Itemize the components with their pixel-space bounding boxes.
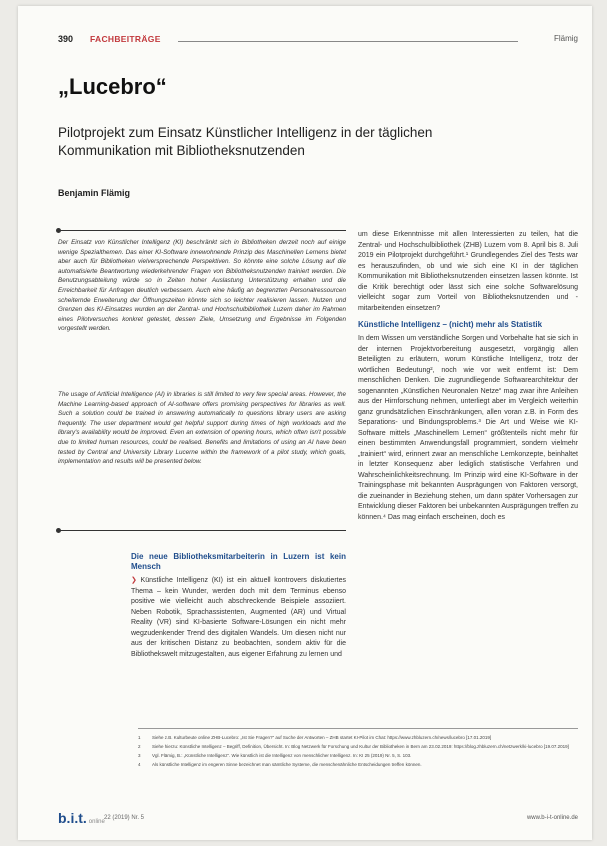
section-label: FACHBEITRÄGE [90, 34, 161, 44]
journal-page [18, 6, 592, 840]
rule-dot [56, 228, 61, 233]
page-number: 390 [58, 34, 74, 44]
footnote-text: Vgl. Flämig, B.: „Künstliche Intelligenz“. Wie künstlich ist die Intelligenz von menschlicher Intelligenz. In: KI 25 (2019) Nr. 5, S. 103. [152, 753, 412, 758]
issue-info: 22 (2019) Nr. 5 [104, 815, 145, 821]
rule-dot [56, 528, 61, 533]
footnote-number: 2 [138, 744, 141, 749]
left-subheading: Die neue Bibliotheksmitarbeiterin in Luzern ist kein Mensch [131, 552, 346, 571]
article-author: Benjamin Flämig [58, 188, 131, 198]
right-intro-paragraph: um diese Erkenntnisse mit allen Interessierten zu teilen, hat die Zentral- und Hochschulbibliothek (ZHB) Luzern vom 8. April bis 8. Juli 2019 ein Pilotprojekt durchgeführt.¹ Grundlegendes Ziel des Tests war es herauszufinden, ob und wie sich eine KI in der täglichen Kommunikation mit Bibliotheksnutzenden einsetzen lassen könnte. Ist die Kritik berechtigt oder lässt sich eine solche Softwarelösung vielleicht sogar zum Vorteil von Bibliotheksnutzenden und -mitarbeitenden einsetzen? [358, 231, 578, 312]
paragraph-marker-icon: ❯ [131, 577, 141, 584]
footnote-number: 3 [138, 753, 141, 758]
abstract-rule-top [58, 230, 346, 231]
footnote [138, 734, 578, 741]
header-author: Flämig [553, 34, 578, 43]
logo-suffix: online [88, 819, 105, 825]
footnote [138, 761, 578, 768]
abstract-german: Der Einsatz von Künstlicher Intelligenz (KI) beschränkt sich in Bibliotheken derzeit noch auf einige wenige Spezialthemen. Das einer KI-Software innewohnende Prinzip des Maschinellen Lernens bietet aber auch für Bibliotheken vielversprechende Perspektiven. So könnte eine solche Lösung auf die automatisierte Beantwortung wiederkehrender Fragen von Bibliotheksnutzenden trainiert werden. Die Benutzungsabteilung würde so in Zeiten hoher Auslastung Unterstützung erhalten und die Erreichbarkeit für Anfragen deutlich verbessern. Auch eine häufig an begrenzten Personalressourcen scheiternde Erweiterung der Öffnungszeiten könnte sich so leichter realisieren lassen. Nutzen und Grenzen des KI-Einsatzes wurden an der Zentral- und Hochschulbibliothek Luzern daher im Rahmen eines Pilotversuches konkret getestet, dessen Ziele, Umsetzung und Ergebnisse im Folgenden vorgestellt werden. [58, 239, 346, 333]
right-subheading: Künstliche Intelligenz – (nicht) mehr als Statistik [358, 320, 543, 329]
footnote-text: Als künstliche Intelligenz im engeren Sinne bezeichnet man sämtliche Systeme, die menschenähnliche Entscheidungen treffen können. [152, 762, 422, 767]
running-header [58, 34, 578, 48]
footnote-number: 1 [138, 735, 141, 740]
footnote-rule [138, 728, 578, 729]
left-column [131, 552, 346, 660]
right-body-paragraph: In dem Wissen um verständliche Sorgen und Vorbehalte hat sie sich in der internen Projektvorbereitung ausgesetzt, vorgängig allen Beteiligten zu erläutern, worum Künstliche Intelligenz, trotz der wörtlichen Bedeutung², noch wie vor weit entfernt ist: Dem menschlichen Denken. Die zugrundliegende Softwarearchitektur der sogenannten „Künstlichen Neuronalen Netze“ mag zwar ihre Anleihen aus der Hirnforschung nehmen, unterliegt aber im Vergleich weiterhin ganz grundsätzlichen Einschränkungen, allen voran z.B. in Form des Separations- und Bindungsproblems.³ Die Art und Weise wie KI-Software mittels „Maschinellem Lernen“ größtenteils nicht mehr für einen bestimmten Anwendungsfall programmiert, sondern vielmehr „trainiert“ wird, erinnert zwar an menschliche Lernkonzepte, beinhaltet in letzter Konsequenz aber lediglich statistische Verfahren und Wahrscheinlichkeitsrechnung. Im Prinzip wird eine KI-Software in der Trainingsphase mit bekannten Ausprägungen von Faktoren versorgt, die zueinander in Beziehung stehen, um dann später Vorhersagen zur Entwicklung dieser Faktoren bei unbekannten Ausprägungen treffen zu können.⁴ Das mag einfach erscheinen, doch es [358, 335, 578, 521]
journal-website: www.b-i-t-online.de [526, 815, 578, 821]
footnote-text: Siehe z.B. Kulturbeute online ZHB-Lucebro: „Ist Sie Fragen?“ auf Suche der Antworten – ZHB startet KI-Pilot im Chat: https://www.zhbluzern.ch/news/lucebro [17.01.2019] [152, 735, 492, 740]
footnote [138, 752, 578, 759]
abstract-rule-bottom [58, 530, 346, 531]
footnotes [138, 734, 578, 770]
footnote [138, 743, 578, 750]
header-rule [178, 41, 518, 42]
abstract-english: The usage of Artificial Intelligence (AI) in libraries is still limited to very few special areas. However, the Machine Learning-based approach of AI-software offers promising perspectives for libraries as well. Such a solution could be trained in answering automatically to questions library users are asking frequently. The user department would get helpful support during times of high workloads and the library's availability would be improved. Even an extension of opening hours, which often isn't possible due to limited human resources, could be realised. Benefits and limitations of using an AI have been tested by Central and University Library Lucerne within the framework of a pilot study, which goals, implementation and results will be presented below. [58, 391, 346, 466]
article-title: „Lucebro“ [58, 74, 167, 99]
right-column [358, 230, 578, 523]
left-body-paragraph [131, 576, 346, 660]
journal-logo [58, 810, 105, 826]
footnote-text: Siehe hierzu: Künstliche Intelligenz – Begriff, Definition, Übersicht. In: Blog Netzwerk für Forschung und Kultur der Bibliotheken in Bern am 23.02.2019: https://blog.zhbluzern.ch/netzwerk/ki-lucebro [19.07.2019] [152, 744, 569, 749]
page-footer [58, 810, 578, 826]
article-subtitle: Pilotprojekt zum Einsatz Künstlicher Intelligenz in der täglichen Kommunikation mit Bibliotheksnutzenden [58, 125, 433, 158]
footnote-number: 4 [138, 762, 141, 767]
left-body-text: Künstliche Intelligenz (KI) ist ein aktuell kontrovers diskutiertes Thema – kein Wunder, werden doch mit dem Terminus ebenso positive wie vielleicht auch abschreckende Beispiele assoziiert. Neben Robotik, Sprachassistenten, Augmented (AR) und Virtual Reality (VR) sind KI-basierte Software-Lösungen ein nicht mehr wegzudenkender Trend des digitalen Wandels. Um diesen nicht nur aus der kritischen Distanz zu beobachten, sondern aktiv für die Bibliothekswelt mitzugestalten, aus eigener Erfahrung zu lernen und [131, 577, 346, 658]
logo-text: b.i.t. [58, 810, 87, 826]
